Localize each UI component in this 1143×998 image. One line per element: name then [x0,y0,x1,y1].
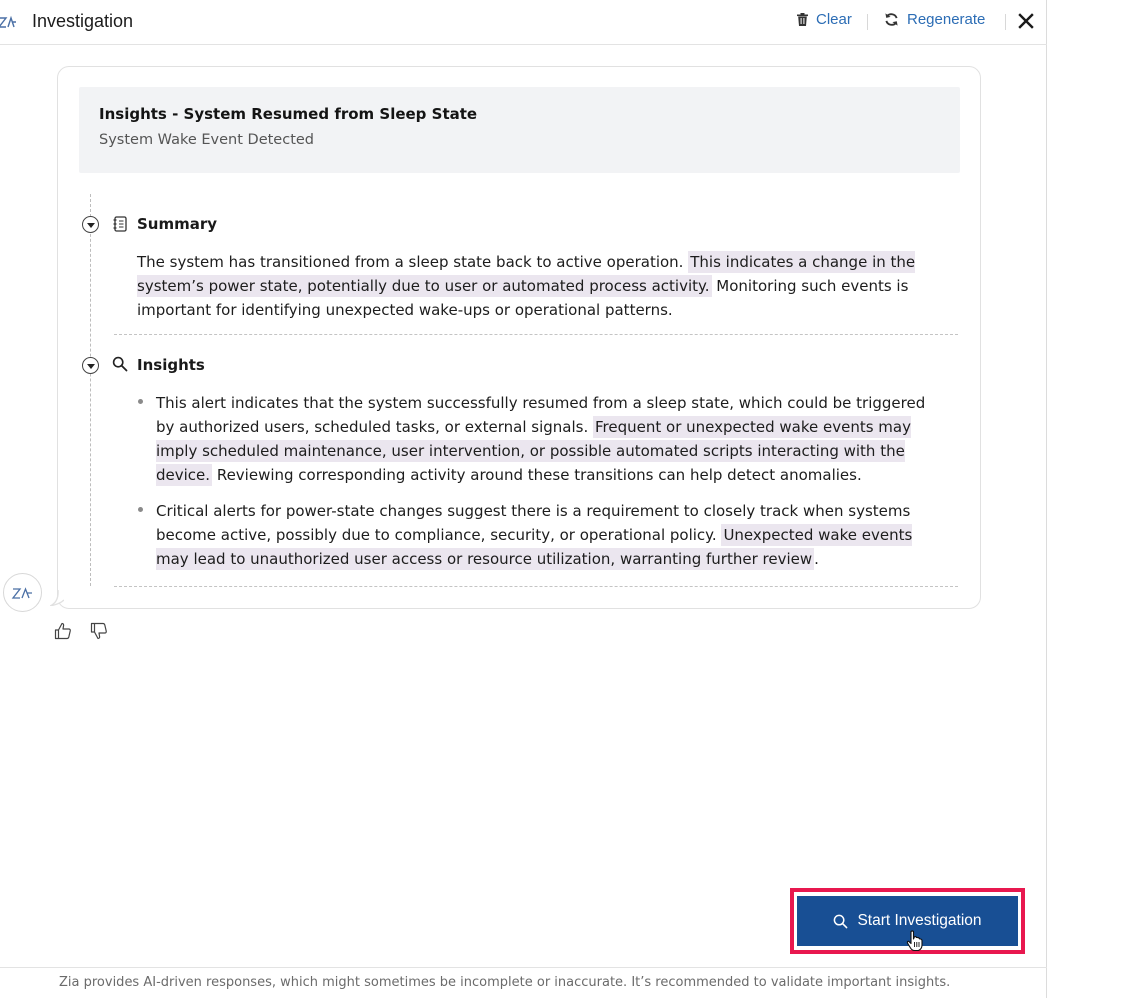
list-item [137,499,947,571]
summary-toggle[interactable] [82,216,99,233]
clear-label: Clear [816,11,852,28]
insight-title: Insights - System Resumed from Sleep State [99,105,478,123]
insight-text: . [814,550,819,568]
summary-text-part: The system has transitioned from a sleep state back to active operation. [137,253,684,271]
insight-text: This alert indicates that the system successfully resumed from a sleep state, which could be triggered by authorized users, scheduled tasks, or external signals. [156,394,926,436]
insight-highlight: Unexpected wake events may lead to unauthorized user access or resource utilization, warranting further review [156,526,913,568]
disclaimer-note: Zia provides AI-driven responses, which might sometimes be incomplete or inaccurate. It’s recommended to validate important insights. [59,975,951,990]
summary-highlight: This indicates a change in the system’s power state, potentially due to user or automated process activity. [137,253,916,295]
search-icon [833,914,848,929]
insights-heading: Insights [137,356,205,374]
summary-heading: Summary [137,215,218,233]
close-icon[interactable] [1018,13,1034,29]
section-divider [114,586,958,587]
summary-text-part: Monitoring such events is important for identifying unexpected wake-ups or operational patterns. [137,277,909,319]
refresh-icon [884,12,899,27]
insights-toggle[interactable] [82,357,99,374]
notebook-icon [112,216,128,232]
thumbs-up-icon[interactable] [54,622,72,640]
panel-title: Investigation [32,11,134,31]
timeline-line [90,194,91,586]
header-separator [1005,14,1006,30]
hand-cursor-icon [905,930,925,952]
insight-banner [79,87,960,173]
footer-divider [0,967,1047,968]
thumbs-down-icon[interactable] [90,622,108,640]
clear-button[interactable] [797,11,852,28]
start-investigation-label: Start Investigation [857,912,982,929]
panel-header [0,0,1047,45]
insight-subtitle: System Wake Event Detected [99,132,315,148]
search-icon [112,356,128,372]
regenerate-button[interactable] [884,11,985,28]
insights-list [137,391,947,583]
trash-icon [797,13,808,26]
insight-text: Reviewing corresponding activity around these transitions can help detect anomalies. [212,466,862,484]
insight-highlight: Frequent or unexpected wake events may imply scheduled maintenance, user intervention, or possible automated scripts interacting with the device. [156,418,911,484]
insight-text: Critical alerts for power-state changes suggest there is a requirement to closely track when systems become active, possibly due to compliance, security, or operational policy. [156,502,911,544]
list-item [137,391,947,487]
zia-logo-icon [11,584,35,602]
summary-text [137,250,937,322]
regenerate-label: Regenerate [907,11,986,28]
header-separator [867,14,868,30]
card-tail [50,590,64,606]
avatar [3,573,42,612]
zia-logo-icon [0,12,20,32]
section-divider [114,334,958,335]
